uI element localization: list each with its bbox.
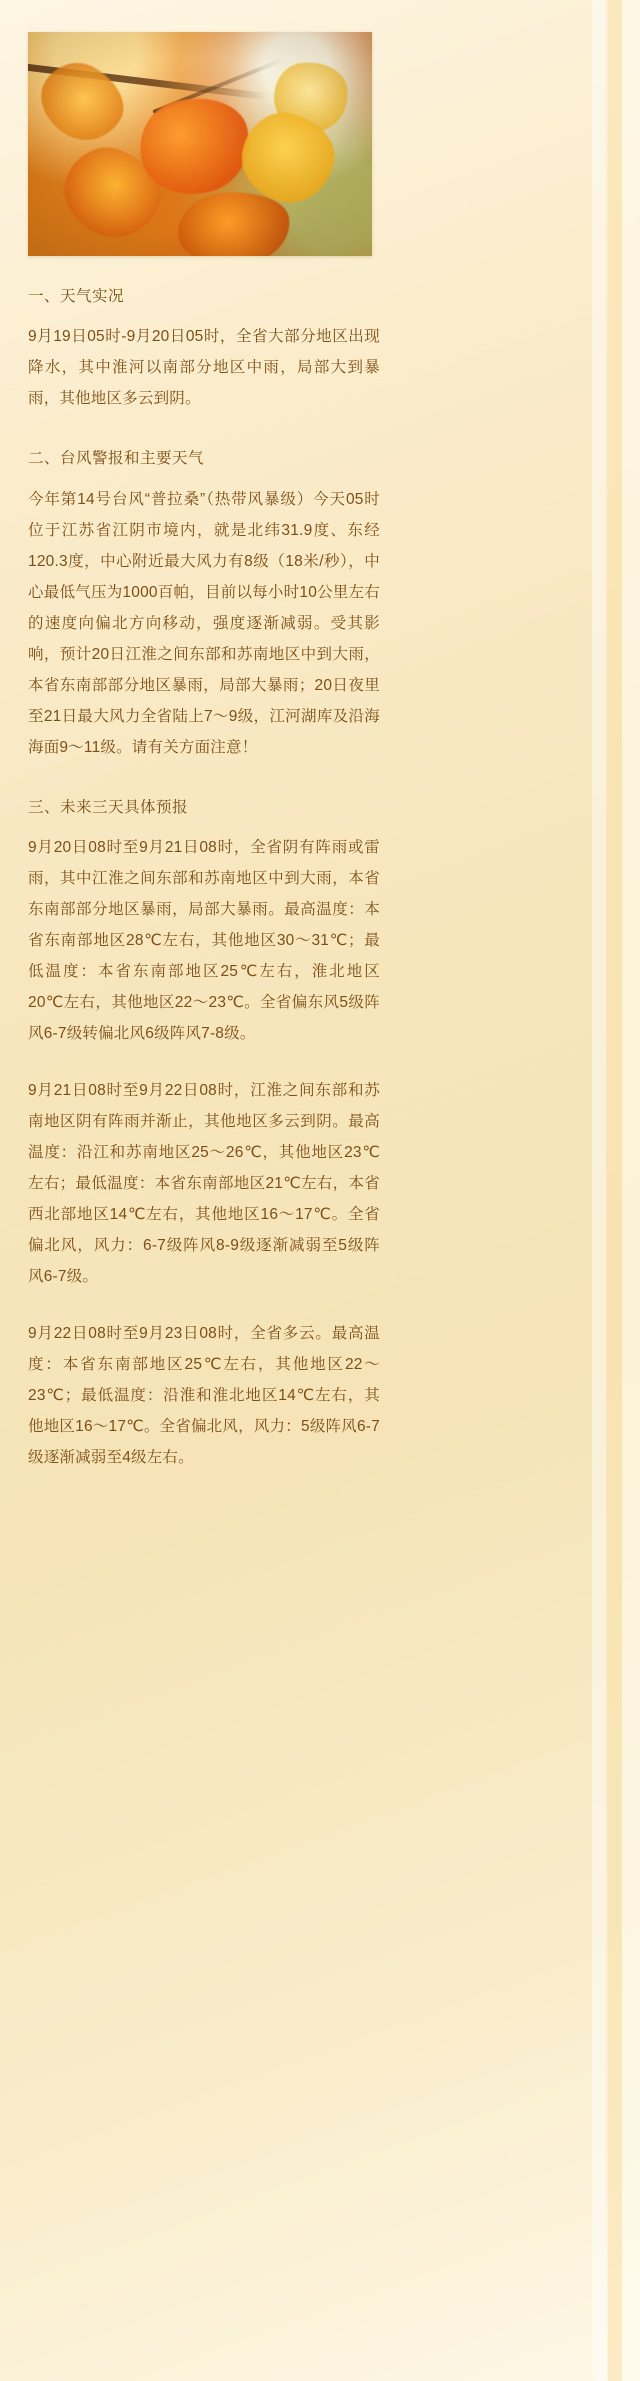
hero-image-frame xyxy=(28,32,372,256)
section-paragraph: 9月21日08时至9月22日08时，江淮之间东部和苏南地区阴有阵雨并渐止，其他地区多云到阴。最高温度：沿江和苏南地区25～26℃，其他地区23℃左右；最低温度：本省东南部地区21℃左右，本省西北部地区14℃左右，其他地区16～17℃。全省偏北风，风力：6-7级阵风8-9级逐渐减弱至5级阵风6-7级。 xyxy=(28,1082,380,1286)
section-heading-typhoon-warning: 二、台风警报和主要天气 xyxy=(28,450,205,468)
article-body xyxy=(28,282,380,1473)
section-heading-three-day-forecast: 三、未来三天具体预报 xyxy=(28,798,189,816)
autumn-maple-leaves-photo xyxy=(28,32,372,256)
section-paragraph: 9月19日05时-9月20日05时，全省大部分地区出现降水，其中淮河以南部分地区中雨，局部大到暴雨，其他地区多云到阴。 xyxy=(28,328,380,408)
section-paragraph: 今年第14号台风“普拉桑”（热带风暴级）今天05时位于江苏省江阴市境内，就是北纬31.9度、东经120.3度，中心附近最大风力有8级（18米/秒），中心最低气压为1000百帕，目前以每小时10公里左右的速度向偏北方向移动，强度逐渐减弱。受其影响，预计20日江淮之间东部和苏南地区中到大雨，本省东南部部分地区暴雨，局部大暴雨；20日夜里至21日最大风力全省陆上7～9级，江河湖库及沿海海面9～11级。请有关方面注意！ xyxy=(28,490,380,756)
section-heading-weather-observation: 一、天气实况 xyxy=(28,288,125,305)
photo-vignette xyxy=(28,32,372,256)
section-paragraph: 9月20日08时至9月21日08时，全省阴有阵雨或雷雨，其中江淮之间东部和苏南地区中到大雨，本省东南部部分地区暴雨，局部大暴雨。最高温度：本省东南部地区28℃左右，其他地区30～31℃；最低温度：本省东南部地区25℃左右，淮北地区20℃左右，其他地区22～23℃。全省偏东风5级阵风6-7级转偏北风6级阵风7-8级。 xyxy=(28,839,380,1043)
section-paragraph: 9月22日08时至9月23日08时，全省多云。最高温度：本省东南部地区25℃左右，其他地区22～23℃；最低温度：沿淮和淮北地区14℃左右，其他地区16～17℃。全省偏北风，风力：5级阵风6-7级逐渐减弱至4级左右。 xyxy=(28,1325,380,1467)
